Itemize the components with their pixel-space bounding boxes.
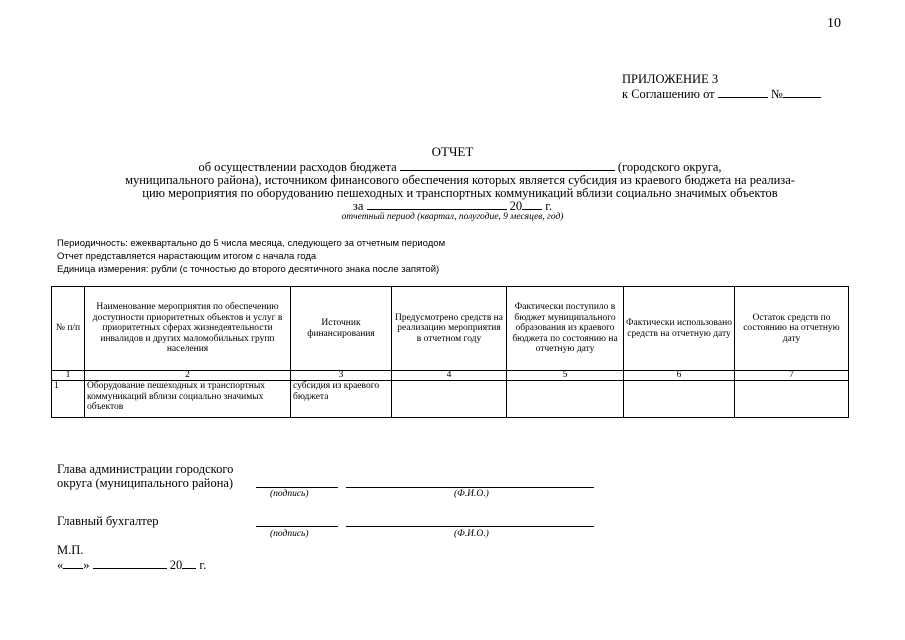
report-subject [90,159,830,200]
cell-activity: Оборудование пешеходных и транспортных коммуникаций вблизи социально значимых объектов [85,381,291,418]
cell-received [507,381,624,418]
accountant-label: Главный бухгалтер [57,514,159,528]
report-title: ОТЧЕТ [431,144,474,159]
header-used: Фактически использовано средств на отчетную дату [624,287,735,371]
header-source: Источник финансирования [291,287,392,371]
head-signatory-label: Глава администрации городского округа (муниципального района) [57,462,234,490]
periodicity-text: Периодичность: ежеквартально до 5 числа месяца, следующего за отчетным периодом [57,238,446,249]
appendix-title: ПРИЛОЖЕНИЕ 3 [622,72,719,86]
agreement-number-blank [783,86,821,98]
period-caption: отчетный период (квартал, полугодие, 9 месяцев, год) [341,212,564,222]
column-number: 2 [85,371,291,381]
subject-line-3: цию мероприятия по оборудованию пешеходных и транспортных коммуникаций вблизи социально значимых объектов [142,186,778,200]
stamp-place: М.П. [57,543,84,557]
cell-used [624,381,735,418]
agreement-date-blank [718,86,768,98]
header-activity: Наименование мероприятия по обеспечению доступности приоритетных объектов и услуг в приоритетных сферах жизнедеятельности инвалидов и других маломобильных групп населения [85,287,291,371]
appendix-agreement: к Соглашению от № [622,86,821,101]
cumulative-text: Отчет представляется нарастающим итогом с начала года [57,251,317,262]
header-planned: Предусмотрено средств на реализацию мероприятия в отчетном году [392,287,507,371]
cell-source: субсидия из краевого бюджета [291,381,392,418]
signature-date: « » 20 г. [57,558,207,572]
report-table [51,286,849,418]
accountant-signature-line [256,526,338,527]
column-number: 1 [52,371,85,381]
head-fio-line [346,487,594,488]
header-number: № п/п [52,287,85,371]
subject-line-1: об осуществлении расходов бюджета (городского округа, [198,160,722,174]
year-blank [522,198,542,210]
column-number: 4 [392,371,507,381]
head-signature-caption: (подпись) [270,489,309,499]
report-period: за 20 г. [352,199,553,213]
column-number: 3 [291,371,392,381]
column-number: 5 [507,371,624,381]
budget-name-blank [400,159,615,171]
head-signature-line [256,487,338,488]
subject-line-2: муниципального района), источником финансового обеспечения которых является субсидия из краевого бюджета на реализа- [125,173,795,187]
cell-planned [392,381,507,418]
accountant-signature-caption: (подпись) [270,529,309,539]
header-received: Фактически поступило в бюджет муниципального образования из краевого бюджета по состоянию на отчетную дату [507,287,624,371]
cell-number: 1 [52,381,85,418]
column-number: 6 [624,371,735,381]
unit-text: Единица измерения: рубли (с точностью до второго десятичного знака после запятой) [57,264,440,275]
month-blank [93,557,167,569]
cell-balance [735,381,849,418]
head-fio-caption: (Ф.И.О.) [454,489,489,499]
column-number: 7 [735,371,849,381]
appendix-header [622,72,821,101]
table-row [52,381,849,418]
page-number: 10 [827,16,841,31]
table-header-row [52,287,849,371]
date-year-blank [182,557,196,569]
header-balance: Остаток средств по состоянию на отчетную дату [735,287,849,371]
accountant-fio-caption: (Ф.И.О.) [454,529,489,539]
period-blank [367,198,507,210]
accountant-fio-line [346,526,594,527]
day-blank [63,557,83,569]
column-number-row [52,371,849,381]
